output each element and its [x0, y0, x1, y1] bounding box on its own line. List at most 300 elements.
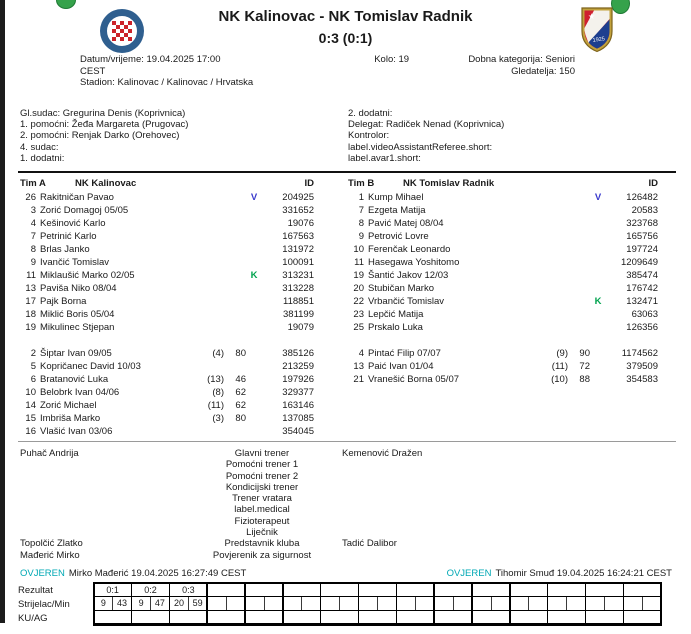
player-row: [348, 360, 658, 373]
captain-badge: [590, 321, 606, 334]
player-row: [348, 256, 658, 269]
official-line: label.avar1.short:: [348, 152, 421, 164]
result-cell: [548, 584, 584, 596]
captain-badge: [590, 282, 606, 295]
match-header: [0, 7, 691, 47]
staff-role: Glavni trener: [234, 448, 290, 459]
player-row: [20, 243, 314, 256]
player-name: Šiptar Ivan 09/05: [40, 348, 112, 359]
sub-minute: [224, 282, 246, 295]
kuag-cell: [321, 611, 357, 623]
player-row: [348, 321, 658, 334]
player-id: 132471: [626, 296, 658, 307]
team-a-roster: [20, 177, 314, 438]
result-cell: [435, 584, 471, 596]
player-number: 1: [358, 192, 364, 203]
staff-role: Fizioterapeut: [234, 515, 290, 527]
captain-badge: [590, 217, 606, 230]
player-name: Zorić Michael: [40, 400, 97, 411]
sub-replaced-number: (10): [551, 374, 568, 385]
player-id: 163146: [282, 400, 314, 411]
sub-replaced-number: [538, 204, 568, 217]
captain-badge: [246, 308, 262, 321]
player-id: 313231: [282, 270, 314, 281]
player-name: Stubičan Marko: [368, 283, 435, 294]
sub-minute: 72: [579, 361, 590, 372]
official-line: Delegat: Radiček Nenad (Koprivnica): [348, 119, 505, 131]
player-name: Petrinić Karlo: [40, 231, 97, 242]
player-name: Paviša Niko 08/04: [40, 283, 117, 294]
staff-name-away: Kemenović Dražen: [342, 448, 423, 459]
scorer-cell: [95, 597, 131, 609]
staff-role: Liječnik: [246, 527, 278, 539]
staff-role: Pomoćni trener 2: [225, 470, 299, 482]
match-datetime: Datum/vrijeme: 19.04.2025 17:00: [80, 54, 221, 65]
match-timezone: CEST: [80, 65, 106, 77]
sub-replaced-number: [538, 243, 568, 256]
player-number: 26: [25, 192, 36, 203]
page-edge-bar: [0, 0, 5, 623]
verification-row: [20, 568, 672, 579]
scorer-number: [435, 597, 454, 609]
staff-name-home: [20, 504, 182, 515]
staff-row: [20, 471, 672, 482]
scorer-cell: [397, 597, 433, 609]
player-id: 19079: [287, 322, 314, 333]
officials-left: [20, 108, 348, 164]
sub-replaced-number: [538, 295, 568, 308]
result-cell: [473, 584, 509, 596]
scorer-minute: [302, 597, 320, 609]
captain-badge: [590, 347, 606, 360]
result-cell: [511, 584, 547, 596]
sub-replaced-number: [194, 269, 224, 282]
player-row: [20, 204, 314, 217]
player-name: Miklaušić Marko 02/05: [40, 270, 135, 281]
captain-badge: V: [250, 192, 258, 203]
player-name: Belobrk Ivan 04/06: [40, 387, 120, 398]
sub-replaced-number: [194, 308, 224, 321]
player-number: 4: [358, 348, 364, 359]
officials-right: [348, 108, 672, 164]
score-grid-label: Strijelac/Min: [18, 598, 70, 610]
match-title: NK Kalinovac - NK Tomislav Radnik: [218, 8, 473, 25]
sub-minute: [224, 269, 246, 282]
sub-replaced-number: [194, 425, 224, 438]
sub-replaced-number: (3): [212, 413, 224, 424]
team-b-roster: [348, 177, 658, 438]
match-round: Kolo: 19: [374, 54, 410, 65]
sub-minute: [224, 295, 246, 308]
sub-replaced-number: (8): [212, 387, 224, 398]
player-name: Ivančić Tomislav: [40, 257, 109, 268]
player-row: [20, 347, 314, 360]
scorer-number: [586, 597, 605, 609]
player-number: 22: [353, 296, 364, 307]
verified-by: Tihomir Smuđ 19.04.2025 16:24:21 CEST: [495, 568, 672, 579]
player-number: 9: [358, 231, 364, 242]
scorer-number: [624, 597, 643, 609]
scorer-cell: [473, 597, 509, 609]
team-b-id-header: ID: [648, 178, 658, 189]
result-cell: [321, 584, 357, 596]
player-number: 20: [353, 283, 364, 294]
staff-name-home: [20, 493, 182, 504]
result-cell: 0:3: [170, 584, 206, 596]
player-number: 4: [30, 218, 36, 229]
player-number: 2: [30, 348, 36, 359]
player-number: 17: [25, 296, 36, 307]
player-name: Šantić Jakov 12/03: [368, 270, 449, 281]
verification-away: [447, 568, 672, 579]
result-cell: [284, 584, 320, 596]
staff-divider: [18, 441, 676, 442]
sub-replaced-number: [194, 191, 224, 204]
player-row: [348, 230, 658, 243]
captain-badge: [246, 282, 262, 295]
player-id: 19076: [287, 218, 314, 229]
scorer-minute: [454, 597, 472, 609]
sub-minute: 80: [235, 413, 246, 424]
staff-name-home: [20, 482, 182, 493]
sub-minute: [568, 243, 590, 256]
player-name: Rakitničan Pavao: [40, 192, 114, 203]
staff-name-home: Topolčić Zlatko: [20, 538, 83, 550]
staff-name-home: [20, 471, 182, 482]
captain-badge: [590, 308, 606, 321]
scorer-number: 9: [132, 597, 151, 609]
official-line: Kontrolor:: [348, 130, 390, 142]
staff-name-home: [20, 516, 182, 527]
scorer-number: [511, 597, 530, 609]
captain-badge: [246, 412, 262, 425]
scorer-minute: [265, 597, 283, 609]
player-row: [348, 191, 658, 204]
score-grid: [18, 582, 662, 626]
result-cell: [246, 584, 282, 596]
player-id: 118851: [283, 296, 314, 307]
kuag-cell: [170, 611, 206, 623]
match-info-left: [80, 54, 315, 89]
player-row: [348, 204, 658, 217]
sub-minute: 46: [235, 374, 246, 385]
player-row: [20, 308, 314, 321]
player-number: 25: [353, 322, 364, 333]
team-a-label: Tim A: [20, 178, 46, 189]
kuag-cell: [586, 611, 622, 623]
staff-name-away: [342, 482, 672, 493]
sub-minute: [568, 256, 590, 269]
captain-badge: [246, 425, 262, 438]
staff-row: [20, 538, 672, 549]
kuag-cell: [284, 611, 320, 623]
sub-replaced-number: (13): [207, 374, 224, 385]
player-row: [348, 243, 658, 256]
scorer-minute: 47: [154, 598, 165, 609]
captain-badge: V: [594, 192, 602, 203]
player-name: Miklić Boris 05/04: [40, 309, 115, 320]
player-row: [20, 269, 314, 282]
player-id: 126356: [626, 322, 658, 333]
sub-minute: [224, 204, 246, 217]
captain-badge: [246, 204, 262, 217]
score-grid-label: KU/AG: [18, 612, 48, 624]
player-name: Kopričanec David 10/03: [40, 361, 141, 372]
player-row: [348, 217, 658, 230]
player-row: [20, 386, 314, 399]
sub-minute: [568, 282, 590, 295]
captain-badge: [246, 295, 262, 308]
scorer-cell: [548, 597, 584, 609]
sub-replaced-number: [538, 191, 568, 204]
sub-minute: [224, 191, 246, 204]
official-line: 2. dodatni:: [348, 108, 393, 119]
scorer-number: 9: [95, 597, 114, 609]
player-row: [20, 191, 314, 204]
player-id: 204925: [282, 192, 314, 203]
kuag-cell: [208, 611, 244, 623]
staff-row: [20, 482, 672, 493]
player-name: Petrović Lovre: [368, 231, 429, 242]
player-number: 14: [25, 400, 36, 411]
kuag-cell: [624, 611, 660, 623]
player-row: [348, 295, 658, 308]
player-name: Mikulinec Stjepan: [40, 322, 115, 333]
svg-text:★: ★: [588, 12, 596, 21]
player-row: [20, 217, 314, 230]
scorer-number: [473, 597, 492, 609]
captain-badge: [246, 360, 262, 373]
player-row: [20, 425, 314, 438]
scorer-cell: [321, 597, 357, 609]
player-row: [348, 282, 658, 295]
player-number: 11: [354, 257, 364, 268]
scorer-minute: [492, 597, 510, 609]
team-a-starters: [20, 191, 314, 334]
player-number: 21: [353, 374, 364, 385]
officials-section: [20, 108, 672, 164]
scorer-cell: [511, 597, 547, 609]
scorer-cell: [170, 597, 206, 609]
staff-row: [20, 516, 672, 527]
result-cell: 0:1: [95, 584, 131, 596]
sub-minute: 80: [235, 348, 246, 359]
staff-role: Kondicijski trener: [225, 481, 299, 493]
scorer-cell: [435, 597, 471, 609]
player-name: Pavić Matej 08/04: [368, 218, 444, 229]
player-id: 379509: [626, 361, 658, 372]
sub-replaced-number: [194, 243, 224, 256]
player-id: 331652: [282, 205, 314, 216]
staff-name-away: [342, 516, 672, 527]
sub-minute: 62: [235, 387, 246, 398]
captain-badge: K: [250, 270, 258, 281]
kuag-cell: [359, 611, 395, 623]
team-a-name: NK Kalinovac: [75, 178, 137, 189]
kuag-cell: [132, 611, 168, 623]
staff-section: [20, 448, 672, 561]
player-name: Brlas Janko: [40, 244, 90, 255]
scorer-number: 20: [170, 597, 189, 609]
captain-badge: [590, 373, 606, 386]
result-cell: [397, 584, 433, 596]
player-number: 18: [25, 309, 36, 320]
scorer-number: [321, 597, 340, 609]
rosters: [20, 177, 658, 438]
player-number: 5: [30, 361, 36, 372]
player-number: 7: [30, 231, 36, 242]
sub-replaced-number: [538, 321, 568, 334]
sub-minute: [224, 360, 246, 373]
player-name: Pintać Filip 07/07: [368, 348, 441, 359]
sub-replaced-number: [538, 230, 568, 243]
captain-badge: [246, 321, 262, 334]
verified-status: OVJEREN: [446, 568, 492, 579]
scorer-minute: [643, 597, 661, 609]
player-name: Bratanović Luka: [40, 374, 109, 385]
scorer-number: [208, 597, 227, 609]
player-row: [348, 347, 658, 360]
team-a-id-header: ID: [304, 178, 314, 189]
player-row: [348, 308, 658, 321]
player-row: [20, 399, 314, 412]
player-row: [20, 321, 314, 334]
player-row: [20, 360, 314, 373]
player-id: 63063: [631, 309, 658, 320]
player-id: 167563: [282, 231, 314, 242]
player-name: Prskalo Luka: [368, 322, 423, 333]
kuag-cell: [246, 611, 282, 623]
captain-badge: [246, 217, 262, 230]
player-id: 1209649: [621, 257, 658, 268]
kuag-cell: [511, 611, 547, 623]
staff-row: [20, 504, 672, 515]
sub-minute: [224, 321, 246, 334]
player-name: Lepčić Matija: [368, 309, 424, 320]
captain-badge: [590, 204, 606, 217]
result-cell: [359, 584, 395, 596]
scorer-cell: [359, 597, 395, 609]
sub-minute: [568, 230, 590, 243]
score-grid-labels: [18, 582, 93, 626]
player-id: 100091: [282, 257, 314, 268]
player-id: 137085: [282, 413, 314, 424]
staff-row: [20, 493, 672, 504]
scorer-cell: [284, 597, 320, 609]
captain-badge: K: [594, 296, 602, 307]
player-number: 8: [30, 244, 36, 255]
sub-minute: [568, 295, 590, 308]
sub-minute: [568, 204, 590, 217]
team-b-header: [348, 177, 658, 191]
team-b-label: Tim B: [348, 178, 375, 189]
sub-minute: [568, 308, 590, 321]
sub-minute: [568, 191, 590, 204]
official-line: 1. dodatni:: [20, 152, 65, 164]
kuag-cell: [95, 611, 131, 623]
player-number: 10: [25, 387, 36, 398]
player-number: 23: [353, 309, 364, 320]
player-id: 323768: [626, 218, 658, 229]
player-number: 3: [30, 205, 36, 216]
sub-replaced-number: [538, 269, 568, 282]
sub-replaced-number: [194, 256, 224, 269]
verified-by: Mirko Mađerić 19.04.2025 16:27:49 CEST: [68, 568, 247, 579]
captain-badge: [590, 269, 606, 282]
sub-replaced-number: [194, 295, 224, 308]
scorer-minute: [529, 597, 547, 609]
svg-text:1925: 1925: [592, 36, 606, 44]
player-id: 176742: [626, 283, 658, 294]
scorer-minute: [605, 597, 623, 609]
sub-replaced-number: [538, 217, 568, 230]
kuag-row: [95, 611, 661, 623]
scorer-row: [95, 597, 661, 609]
player-name: Imbriša Marko: [40, 413, 101, 424]
staff-role: Trener vratara: [232, 493, 292, 505]
sub-replaced-number: (9): [556, 348, 568, 359]
sub-minute: [224, 256, 246, 269]
match-category: Dobna kategorija: Seniori: [468, 54, 575, 65]
player-number: 19: [25, 322, 36, 333]
captain-badge: [246, 230, 262, 243]
team-a-substitutes: [20, 347, 314, 438]
kuag-cell: [473, 611, 509, 623]
sub-replaced-number: [194, 360, 224, 373]
player-id: 126482: [626, 192, 658, 203]
player-number: 13: [353, 361, 364, 372]
player-number: 7: [358, 205, 364, 216]
captain-badge: [590, 230, 606, 243]
sub-minute: [224, 425, 246, 438]
scorer-minute: [378, 597, 396, 609]
player-number: 10: [353, 244, 364, 255]
player-id: 385126: [282, 348, 314, 359]
staff-role: Povjerenik za sigurnost: [212, 549, 312, 561]
sub-replaced-number: [538, 256, 568, 269]
staff-row: [20, 550, 672, 561]
sub-minute: [224, 243, 246, 256]
player-name: Pajk Borna: [40, 296, 87, 307]
sub-replaced-number: (11): [207, 400, 224, 411]
captain-badge: [246, 347, 262, 360]
result-cell: 0:2: [132, 584, 168, 596]
sub-minute: [224, 217, 246, 230]
staff-name-home: [20, 459, 182, 470]
player-id: 213259: [282, 361, 314, 372]
scorer-number: [284, 597, 303, 609]
scorer-minute: [416, 597, 434, 609]
player-id: 329377: [282, 387, 314, 398]
match-attendance: Gledatelja: 150: [511, 65, 575, 77]
kuag-cell: [548, 611, 584, 623]
player-name: Vranešić Borna 05/07: [368, 374, 460, 385]
player-row: [348, 269, 658, 282]
roster-gap: [20, 334, 314, 347]
team-a-header: [20, 177, 314, 191]
sub-replaced-number: [194, 230, 224, 243]
captain-badge: [246, 373, 262, 386]
scorer-minute: [340, 597, 358, 609]
player-number: 15: [25, 413, 36, 424]
sub-minute: [224, 308, 246, 321]
scorer-number: [548, 597, 567, 609]
staff-name-home: Mađerić Mirko: [20, 549, 80, 561]
scorer-minute: 59: [192, 598, 203, 609]
kuag-cell: [397, 611, 433, 623]
scorer-number: [246, 597, 265, 609]
result-row: [95, 584, 661, 596]
